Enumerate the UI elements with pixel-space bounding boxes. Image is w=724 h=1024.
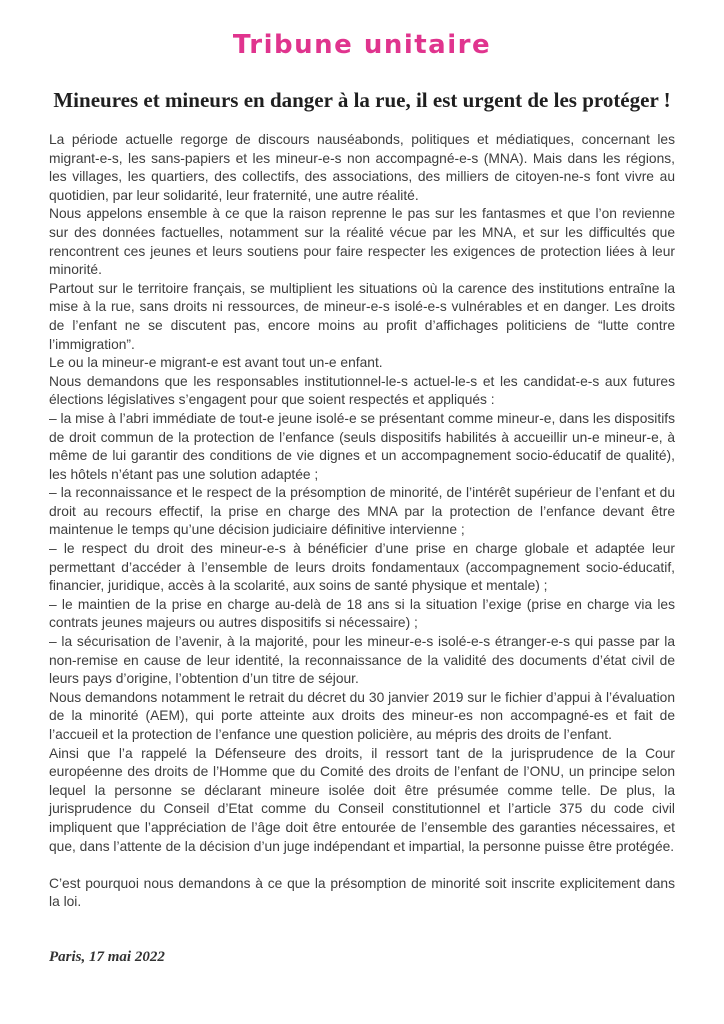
body-paragraph: Nous demandons notamment le retrait du décret du 30 janvier 2019 sur le fichier d’appui à l’évaluation de la minorité (AEM), qui porte atteinte aux droits des mineur-es non accompagné-es et fait de l’accueil et la protection de l’enfance une question policière, au mépris des droits de l’enfant.	[49, 689, 675, 742]
demand-list-item: – le respect du droit des mineur-e-s à bénéficier d’une prise en charge globale et adaptée leur permettant d’accéder à l’ensemble de leurs droits fondamentaux (accompagnement socio-éducatif, financier, juridique, accès à la scolarité, aux soins de santé physique et mentale) ;	[49, 541, 675, 594]
body-paragraph: Nous appelons ensemble à ce que la raison reprenne le pas sur les fantasmes et que l’on revienne sur des données factuelles, notamment sur la réalité vécue par les MNA, et sur les difficultés que rencontrent ces jeunes et leurs soutiens pour faire respecter les exigences de protection liées à leur minorité.	[49, 206, 675, 278]
body-paragraph: Nous demandons que les responsables institutionnel-le-s actuel-le-s et les candidat-e-s aux futures élections législatives s’engagent pour que soient respectés et appliqués :	[49, 373, 675, 408]
demand-list-item: – la reconnaissance et le respect de la présomption de minorité, de l’intérêt supérieur de l’enfant et du droit au recours effectif, la prise en charge des MNA par la protection de l’enfance devant être maintenue le temps qu’une décision judiciaire définitive intervienne ;	[49, 485, 675, 538]
demand-list-item: – la sécurisation de l’avenir, à la majorité, pour les mineur-e-s isolé-e-s étranger-e-s qui passe par la non-remise en cause de leur identité, la reconnaissance de la validité des documents d’état civil de leurs pays d’origine, l’obtention d’un titre de séjour.	[49, 634, 675, 687]
body-paragraph: La période actuelle regorge de discours nauséabonds, politiques et médiatiques, concernant les migrant-e-s, les sans-papiers et les mineur-e-s non accompagné-e-s (MNA). Mais dans les régions, les villages, les quartiers, des collectifs, des associations, des milliers de citoyen-ne-s font vivre au quotidien, par leur solidarité, leur fraternité, une autre réalité.	[49, 132, 675, 203]
body-paragraph: Ainsi que l’a rappelé la Défenseure des droits, il ressort tant de la jurisprudence de la Cour européenne des droits de l’Homme que du Comité des droits de l’enfant de l’ONU, un principe selon lequel la personne se déclarant mineure isolée doit être présumée comme telle. De plus, la jurisprudence du Conseil d’Etat comme du Conseil constitutionnel et l’article 375 du code civil impliquent que l’appréciation de l’âge doit être entourée de l’ensemble des garanties nécessaires, et que, dans l’attente de la décision d’un juge indépendant et impartial, la personne puisse être protégée.	[49, 745, 675, 854]
demand-list-item: – la mise à l’abri immédiate de tout-e jeune isolé-e se présentant comme mineur-e, dans les dispositifs de droit commun de la protection de l’enfance (seuls dispositifs habilités à accueillir un-e mineur-e, à même de lui garantir des conditions de vie dignes et un accompagnement socio-éducatif de qualité), les hôtels n’étant pas une solution adaptée ;	[49, 410, 675, 482]
dateline: Paris, 17 mai 2022	[49, 948, 165, 965]
conclusion-paragraph: C’est pourquoi nous demandons à ce que la présomption de minorité soit inscrite explicitement dans la loi.	[49, 875, 675, 910]
article-headline: Mineures et mineurs en danger à la rue, il est urgent de les protéger !	[53, 88, 671, 112]
demand-list-item: – le maintien de la prise en charge au-delà de 18 ans si la situation l’exige (prise en charge via les contrats jeunes majeurs ou autres dispositifs si nécessaire) ;	[49, 596, 675, 631]
tribune-banner-title: Tribune unitaire	[232, 30, 492, 60]
body-paragraph: Le ou la mineur-e migrant-e est avant tout un-e enfant.	[49, 355, 383, 371]
article-body	[49, 131, 675, 912]
body-paragraph: Partout sur le territoire français, se multiplient les situations où la carence des institutions entraîne la mise à la rue, sans droits ni ressources, de mineur-e-s isolé-e-s vulnérables et en danger. Les droits de l’enfant ne se discutent pas, encore moins au profit d’affichages politiciens de “lutte contre l’immigration”.	[49, 280, 675, 352]
